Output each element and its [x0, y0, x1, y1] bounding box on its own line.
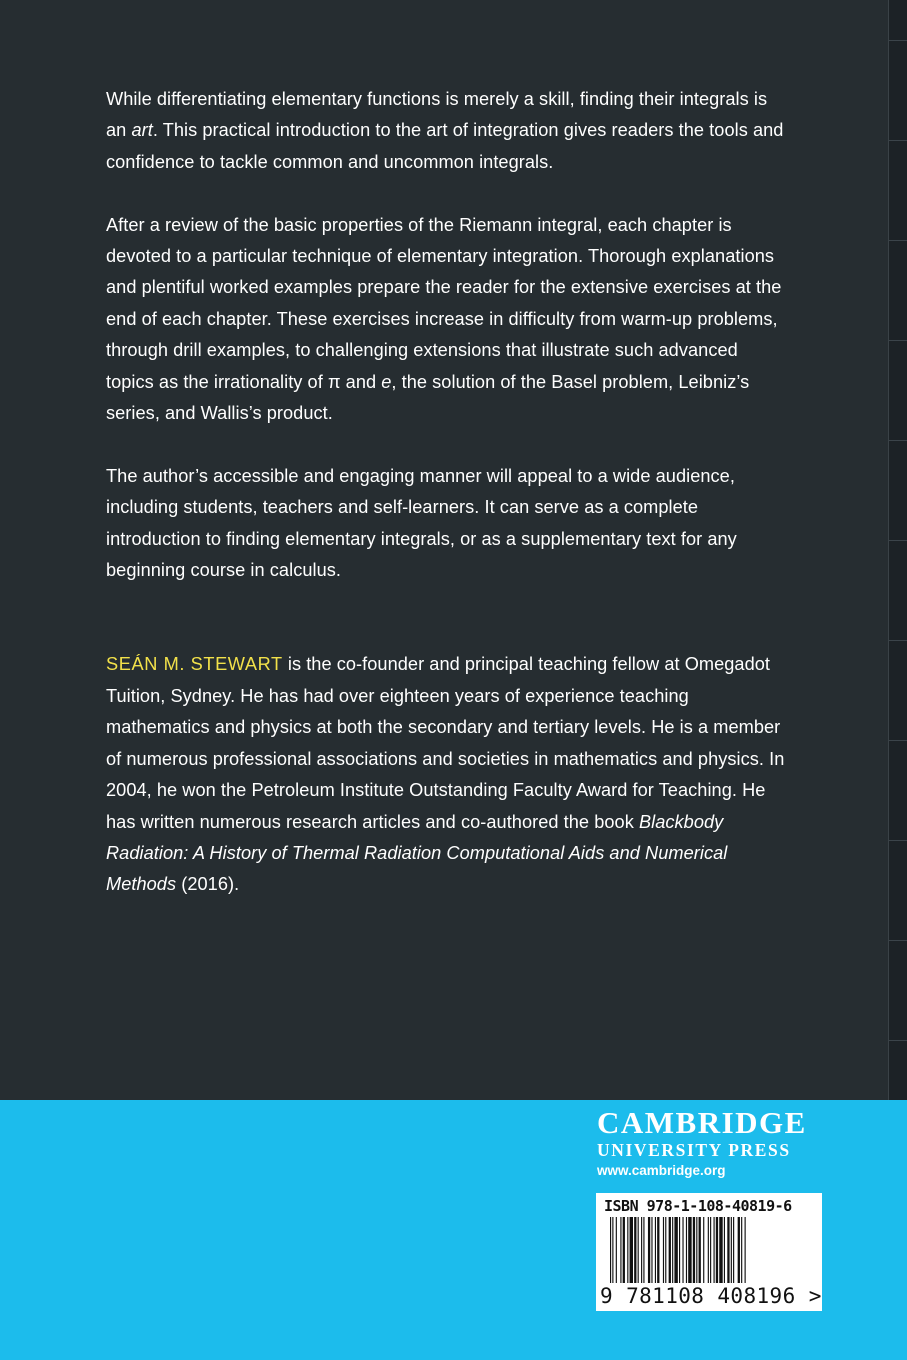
barcode-bar [693, 1217, 695, 1283]
barcode-bar [616, 1217, 617, 1283]
barcode-bar [641, 1217, 642, 1283]
author-bio-text: is the co-founder and principal teaching fellow at Omegadot Tuition, Sydney. He has had over eighteen years of experience teaching mathematics and physics at both the secondary and tertiary levels. He is a member of numerous professional associations and societies in mathematics and physics. In 2004, he won the Petroleum Institute Outstanding Faculty Award for Teaching. He has written numerous research articles and co-authored the book [106, 654, 785, 832]
blurb-p2-text: After a review of the basic properties of the Riemann integral, each chapter is devoted to a particular technique of elementary integration. Thorough explanations and plentiful worked examples prepare the reader for the extensive exercises at the end of each chapter. These exercises increase in difficulty from warm-up problems, through drill examples, to challenging extensions that illustrate such advanced topics as the irrationality of [106, 214, 782, 392]
spine-tick [889, 240, 907, 241]
barcode-digits: 9 781108 408196 > [600, 1284, 822, 1308]
barcode-bar [643, 1217, 644, 1283]
barcode-bar [657, 1217, 659, 1283]
e-symbol: e [381, 371, 392, 392]
barcode-bar [663, 1217, 664, 1283]
barcode-bar [710, 1217, 711, 1283]
barcode-bar [669, 1217, 671, 1283]
publisher-name: CAMBRIDGE [597, 1105, 807, 1140]
barcode-bar [688, 1217, 691, 1283]
spine-tick [889, 440, 907, 441]
author-name: SEÁN M. STEWART [106, 654, 283, 675]
barcode-bar [708, 1217, 709, 1283]
barcode-bar [738, 1217, 740, 1283]
blurb-p1-emphasis: art [131, 120, 153, 141]
barcode-bar [716, 1217, 718, 1283]
barcode-bar [627, 1217, 628, 1283]
spine-tick [889, 840, 907, 841]
barcode-bar [674, 1217, 677, 1283]
barcode-bar [741, 1217, 742, 1283]
barcode-bar [731, 1217, 732, 1283]
blurb-p2-text-end: , the solution of the Basel problem, Leibniz’s series, and Wallis’s product. [106, 371, 750, 424]
barcode-bar [610, 1217, 611, 1283]
barcode-bar [686, 1217, 687, 1283]
spine-tick [889, 640, 907, 641]
barcode-bar [733, 1217, 734, 1283]
barcode-bar [648, 1217, 650, 1283]
barcode-bar [620, 1217, 621, 1283]
blurb-paragraph-2 [106, 210, 786, 430]
barcode-bar [623, 1217, 625, 1283]
pi-symbol: π [327, 371, 341, 392]
spine-tick [889, 740, 907, 741]
barcode-bar [630, 1217, 633, 1283]
spine-tick [889, 1040, 907, 1041]
barcode-bar [699, 1217, 701, 1283]
spine-tick [889, 40, 907, 41]
cambridge-logo [597, 1105, 827, 1182]
isbn-label: ISBN 978-1-108-40819-6 [604, 1197, 792, 1215]
publisher-press: UNIVERSITY PRESS [597, 1140, 791, 1160]
barcode-bar [672, 1217, 673, 1283]
spine-tick [889, 940, 907, 941]
barcode-bar [679, 1217, 680, 1283]
barcode-bar [719, 1217, 722, 1283]
barcode-bar [724, 1217, 725, 1283]
blurb-p2-and: and [340, 371, 382, 392]
barcode-bar [665, 1217, 666, 1283]
blurb-p1-text: While differentiating elementary functions is merely a skill, finding their integrals is an [106, 89, 768, 141]
barcode-bar [682, 1217, 683, 1283]
barcode-bar [651, 1217, 652, 1283]
barcode-bars [610, 1217, 806, 1287]
barcode [596, 1193, 822, 1311]
author-book-year: (2016). [176, 874, 240, 895]
barcode-bar [612, 1217, 613, 1283]
spine-tick [889, 340, 907, 341]
barcode-bar [703, 1217, 704, 1283]
back-cover-text [106, 84, 786, 932]
blurb-paragraph-1 [106, 84, 786, 178]
spine-edge-strip [888, 0, 907, 1100]
barcode-bar [727, 1217, 729, 1283]
barcode-bar [634, 1217, 636, 1283]
author-book-title: Blackbody Radiation: A History of Thermal Radiation Computational Aids and Numerical Methods [106, 811, 728, 895]
barcode-bar [638, 1217, 639, 1283]
publisher-url: www.cambridge.org [597, 1163, 726, 1178]
spine-tick [889, 540, 907, 541]
blurb-p1-text-end: . This practical introduction to the art of integration gives readers the tools and confidence to tackle common and uncommon integrals. [106, 120, 784, 172]
barcode-bar [696, 1217, 697, 1283]
barcode-bar [745, 1217, 746, 1283]
spine-tick [889, 140, 907, 141]
barcode-bar [655, 1217, 656, 1283]
author-bio [106, 649, 786, 900]
blurb-paragraph-3: The author’s accessible and engaging manner will appeal to a wide audience, including students, teachers and self-learners. It can serve as a complete introduction to finding elementary integrals, or as a supplementary text for any beginning course in calculus. [106, 465, 737, 581]
barcode-bar [714, 1217, 715, 1283]
